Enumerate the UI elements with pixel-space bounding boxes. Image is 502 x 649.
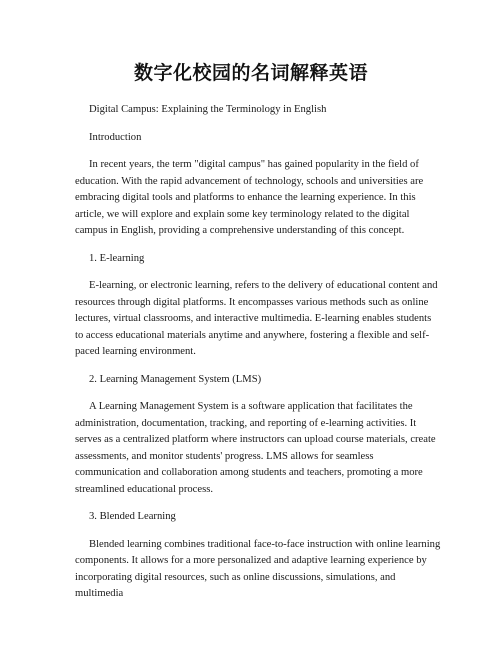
document-body: [75, 102, 441, 614]
section-heading-blended-learning: 3. Blended Learning: [89, 511, 176, 522]
document-title: 数字化校园的名词解释英语: [133, 62, 368, 84]
paragraph-lms: A Learning Management System is a software application that facilitates the administration, documentation, tracking, and reporting of e-learning activities. It serves as a centralized platform where instructors can upload course materials, create assessments, and monitor students' progress. LMS allows for seamless communication and collaboration among students and teachers, promoting a more streamlined educational process.: [75, 401, 436, 495]
paragraph-blended-learning: Blended learning combines traditional face-to-face instruction with online learning components. It allows for a more personalized and adaptive learning experience by incorporating digital resources, such as online discussions, simulations, and multimedia: [75, 538, 441, 599]
section-heading-e-learning: 1. E-learning: [89, 252, 145, 264]
paragraph-e-learning: E-learning, or electronic learning, refers to the delivery of educational content and resources through digital platforms. It encompasses various methods such as online lectures, virtual classrooms, and interactive multimedia. E-learning enables students to access educational materials anytime and anywhere, fostering a flexible and self-paced learning environment.: [75, 280, 438, 357]
section-heading-lms: 2. Learning Management System (LMS): [89, 373, 262, 385]
paragraph-introduction: In recent years, the term "digital campus" has gained popularity in the field of education. With the rapid advancement of technology, schools and universities are embracing digital tools and platforms to enhance the learning experience. In this article, we will explore and explain some key terminology related to the digital campus in English, providing a comprehensive understanding of this concept.: [75, 159, 424, 236]
document-subtitle: Digital Campus: Explaining the Terminology in English: [89, 104, 327, 115]
section-heading-introduction: Introduction: [89, 131, 142, 143]
